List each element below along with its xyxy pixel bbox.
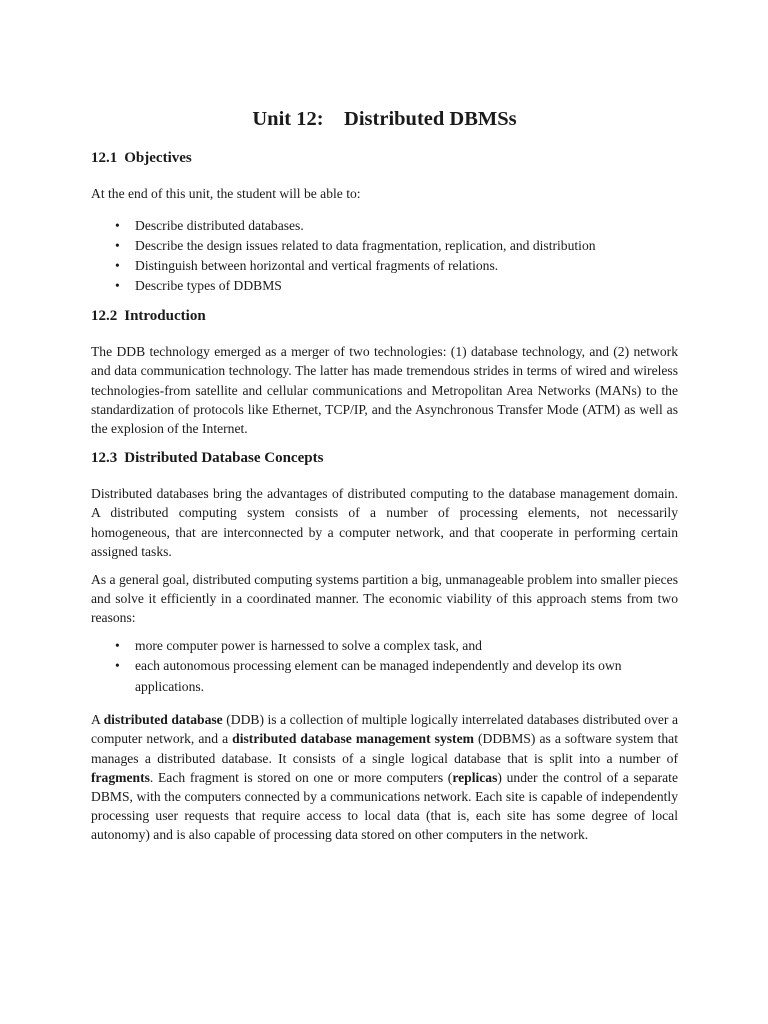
objectives-lead: At the end of this unit, the student will be able to: xyxy=(91,186,361,201)
bullet-icon: • xyxy=(115,218,120,234)
text-run: ) under the control of a separate DBMS, with the computers connected by a communications network. Each site is capable of independently processing user requests that require access to local data (that is, each site has some degree of local autonomy) and is also capable of processing data stored on other computers in the network. xyxy=(91,769,678,843)
text-run: (DDB) is a collection of multiple logically interrelated databases distributed over a computer network, and a xyxy=(91,712,679,747)
list-item-text: each autonomous processing element can be managed independently and develop its own applications. xyxy=(135,658,622,694)
bullet-icon: • xyxy=(115,637,120,653)
text-run: A xyxy=(91,712,104,728)
term-fragments: fragments xyxy=(91,769,150,785)
list-item xyxy=(91,216,678,236)
section-heading-concepts xyxy=(91,450,678,467)
text-run: . Each fragment is stored on one or more computers ( xyxy=(149,769,453,785)
list-item-text: Describe types of DDBMS xyxy=(135,278,282,294)
concepts-paragraph-2: As a general goal, distributed computing systems partition a big, unmanageable problem into smaller pieces and solve it efficiently in a coordinated manner. The economic viability of this approach stems from two reasons: xyxy=(91,572,678,626)
concepts-paragraph-1: Distributed databases bring the advantages of distributed computing to the database management domain. A distributed computing system consists of a number of processing elements, not necessarily homogeneous, that are interconnected by a computer network, and that cooperate in performing certain assigned tasks. xyxy=(91,486,678,559)
list-item-text: Describe the design issues related to data fragmentation, replication, and distribution xyxy=(135,238,596,254)
document-title: Unit 12: Distributed DBMSs xyxy=(252,108,517,130)
section-title: Introduction xyxy=(124,308,206,325)
section-heading-introduction xyxy=(91,308,678,325)
section-heading-objectives xyxy=(91,150,678,167)
bullet-icon: • xyxy=(115,278,120,294)
section-number: 12.2 xyxy=(91,308,118,325)
bullet-icon: • xyxy=(115,658,120,674)
term-ddbms: distributed database management system xyxy=(232,731,474,747)
text-run: (DDBMS) as a software system that manages a distributed database. It consists of a single logical database that is split into a number of xyxy=(91,731,678,766)
section-number: 12.1 xyxy=(91,150,118,166)
list-item-text: Distinguish between horizontal and vertical fragments of relations. xyxy=(135,258,499,274)
term-distributed-database: distributed database xyxy=(103,712,223,728)
list-item xyxy=(91,256,678,276)
concepts-paragraph-3 xyxy=(91,710,678,844)
list-item-text: more computer power is harnessed to solve a complex task, and xyxy=(135,637,482,653)
section-title: Objectives xyxy=(124,150,192,166)
bullet-icon: • xyxy=(115,258,120,274)
bullet-icon: • xyxy=(115,238,120,254)
list-item-text: Describe distributed databases. xyxy=(135,218,304,234)
list-item xyxy=(91,636,678,657)
term-replicas: replicas xyxy=(452,769,498,785)
section-title: Distributed Database Concepts xyxy=(124,450,324,467)
section-number: 12.3 xyxy=(91,450,118,467)
list-item xyxy=(91,236,678,256)
list-item xyxy=(91,276,678,296)
objectives-list xyxy=(91,216,678,296)
reasons-list xyxy=(91,636,678,698)
introduction-paragraph: The DDB technology emerged as a merger of two technologies: (1) database technology, and (2) network and data communication technology. The latter has made tremendous strides in terms of wired and wireless technologies-from satellite and cellular communications and Metropolitan Area Networks (MANs) to the standardization of protocols like Ethernet, TCP/IP, and the Asynchronous Transfer Mode (ATM) as well as the explosion of the Internet. xyxy=(91,344,678,437)
list-item xyxy=(91,656,678,697)
